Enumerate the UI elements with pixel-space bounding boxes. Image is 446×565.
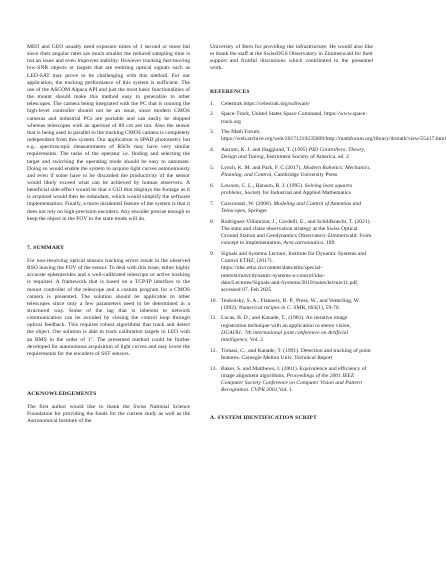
reference-item: 13. Baker, S. and Matthews, I. (2001). Equivalence and efficiency of image alignment algorithms, Proceedings of the 2001 IEEE Computer Society Conference on Computer Vision and Pattern Recognition. CVPR 2001,Vol. 1 bbox=[210, 365, 367, 394]
references-list bbox=[210, 100, 446, 395]
summary-heading: 7. SUMMARY bbox=[27, 244, 65, 251]
reference-item: 9. Signals and Systems Lecture, Institute for Dynamic Systems and Control ETHZ, (2017). https://idsc.ethz.ch/content/dam/ethz/special-interest/mavt/dynamic-systems-n-control/idsc-dam/Lectures/Signals-and-Systems/2019/notes/lecture11.pdf, accessed 07. Feb 2025 bbox=[210, 251, 366, 293]
discussion-paragraph: MEO and GEO usually need exposure times of 1 second or more but since their angular rates are much smaller the reduced sampling time is not an issue and even improves stability. However tracking fast-moving low-SNR objects or targets that are emitting optical signals such as LED-SAT may prove to be challenging with this method. For our application, the tracking performance of this system is sufficient. The use of the ASCOM Alpaca API and just the most basic functionalities of the mount should make this method easy to generalize to other telescopes. The camera being integrated with the PC that is running the high-level controller should not be an issue, since modern CMOS cameras and industrial PCs are portable and can easily be shipped whereas telescopes with an aperture of 80 cm are not. Also the sensor that is being used in parallel to the tracking CMOS camera is completely independent from this system. Our application is SPAD photometry but e.g.. spectroscopic measurements of RSOs may have very similar requirements. The tasks of the operator i.e. finding and selecting the target and switching the operating mode should be easy to automate. Doing so would enable the system to acquire light curves autonomously and even if some have to be discarded the productivity of the sensor would likely exceed what can be achieved by human observers. A beneficial side-effect would be that a GUI that displays the footage as it is acquired would then be redundant, which would simplify the software implementation. Finally, a more incidental feature of the system is that it does not rely on high-precision encoders. Any encoder precise enough to keep the object in the FOV in the stare mode will do. bbox=[27, 44, 190, 222]
left-column bbox=[27, 44, 190, 426]
reference-item: 7. Gawronski, W. (2008). Modeling and Control of Antennas and Telescopes, Springer bbox=[210, 200, 361, 215]
reference-item: 1. Celestrak https://celestrak.org/software/ bbox=[210, 100, 311, 107]
reference-item: 4. Astrom, K. J. and Hagglund, T. (1995) PID Controllers: Theory, Design and Tuning, Instrument Society of America, ed. 2 bbox=[210, 147, 366, 161]
references-heading: REFERENCES bbox=[210, 88, 250, 95]
reference-item: 6. Lawson, C. L., Hanson, R. J. (1995). Solving least squares problems, Society for Industrial and Applied Mathematics bbox=[210, 183, 353, 197]
reference-item: 10. Teukolsky, S. A., Flannery, B. P., Press, W., and Vetterling, W. (1992). Numerical recipes in C. SMR, 693(1), 59-70. bbox=[210, 297, 360, 311]
right-column bbox=[210, 44, 446, 422]
summary-paragraph: For non-resolving optical sensors tracking errors result in the observed RSO leaving the FOV of the sensor. To deal with this issue, either highly accurate ephemerides and a well-calibrated telescope or active tracking is required. A framework that is based on a TCP/IP interface to the mount controller of the telescope and a custom program for a CMOS camera is presented. The solution should be applicable to other telescopes since only a few parameters need to be determined in a structured way. Some of the lag that is inherent to network communication can be avoided by closing the control loop through optical feedback. This requires robust algorithms that track and detect the object. Our solution is able to track calibration targets in LEO with an RMS in the order of 1″. The presented method could be further developed for autonomous acquisition of light curves and may lower the requirements for the encoders of SST sensors. bbox=[27, 257, 191, 357]
reference-item: 12. Tomasi, C., and Kanade, T. (1991). Detection and tracking of point features. Carnegie Mellon Univ. Technical Report bbox=[210, 347, 371, 361]
reference-item: 11. Lucas, B. D., and Kanade, T., (1981). An iterative image registration technique with an application to stereo vision, IJCAI'81: 7th international joint conference on Artificial intelligence, Vol. 2 bbox=[210, 315, 351, 343]
acknowledgements-continued: University of Bern for providing the infrastructure. He would also like to thank the staff at the SwissOGS Observatory in Zimmerwald for their support and fruitful discussions which contributed to the presented work. bbox=[210, 44, 373, 72]
reference-item: 8. Rodriguez-Villamizar, J., Cordelli, E., and Schildknecht, T. (2021). The stare and chase observation strategy at the Swiss Optical Ground Station and Geodynamics Observatory Zimmerwald: From concept to implementation, Acta astronautica, 189 bbox=[210, 218, 372, 247]
acknowledgements-paragraph: The first author would like to thank the Swiss National Science Foundation for providing the funds for the current study as well as the Astronomical Institute of the bbox=[27, 404, 190, 425]
reference-item: 2. Space-Track, United States Space Command, https://www.space-track.org bbox=[210, 111, 368, 125]
appendix-heading: A. SYSTEM IDENTIFICATION SCRIPT bbox=[210, 414, 317, 421]
reference-item: 5. Lynch, K. M. and Park, F. C.(2017), Modern Robotics: Mechanics, Planning, and Control, Cambridge University Press bbox=[210, 165, 371, 179]
reference-item: 3. The Math Forum, https://web.archive.org/web/20171219235009/http://mathforum.org/library/drmath/view/55417.html bbox=[210, 129, 446, 143]
acknowledgements-heading: ACKNOWLEDGEMENTS bbox=[27, 391, 97, 398]
